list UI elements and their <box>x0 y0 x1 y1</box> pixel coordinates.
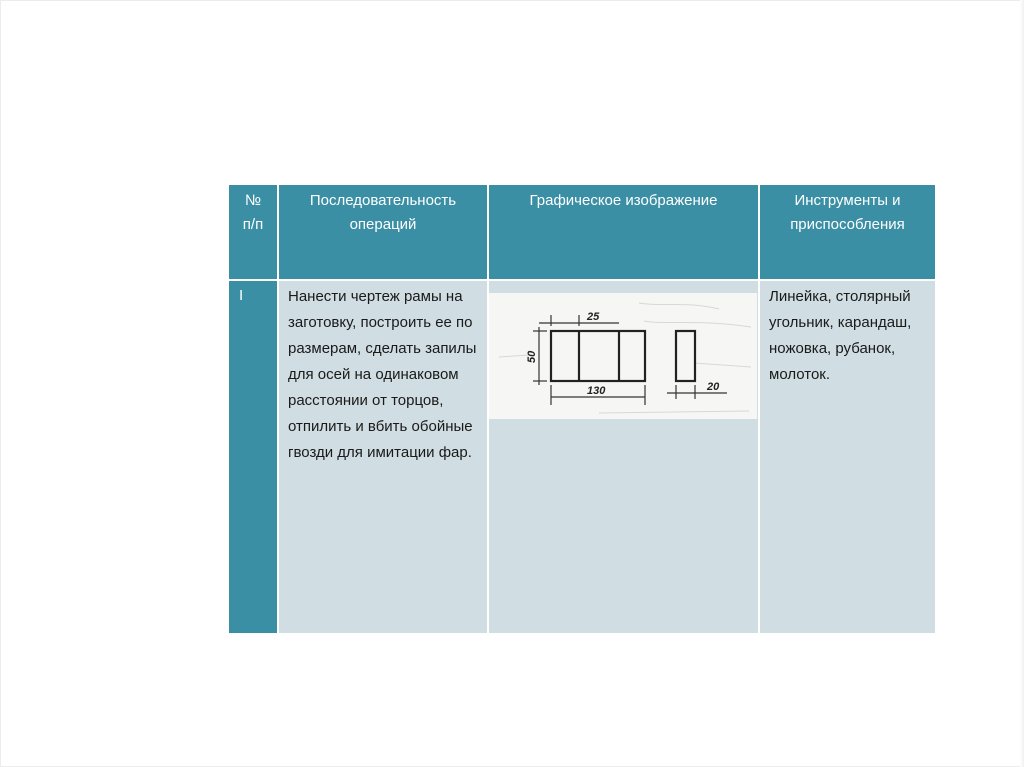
table-header-row <box>228 184 936 280</box>
header-sequence-line2: операций <box>349 216 417 233</box>
operations-table <box>227 183 937 635</box>
frame-rect <box>551 331 645 381</box>
header-number <box>228 184 278 280</box>
header-sequence <box>278 184 488 280</box>
row-image-cell <box>488 280 759 634</box>
dim-right-label: 20 <box>707 381 720 393</box>
row-number: I <box>228 280 278 634</box>
slide-edge <box>1020 0 1024 767</box>
table-row <box>228 280 936 634</box>
header-image-label: Графическое изображение <box>529 192 718 209</box>
header-image <box>488 184 759 280</box>
header-tools-line2: приспособления <box>790 216 905 233</box>
side-rect <box>676 331 695 381</box>
row-tools-text: Линейка, столярный угольник, карандаш, ножовка, рубанок, молоток. <box>759 280 936 634</box>
dim-left-label: 50 <box>526 350 538 363</box>
row-sequence-text: Нанести чертеж рамы на заготовку, построить ее по размерам, сделать запилы для осей на одинаковом расстоянии от торцов, отпилить и вбить обойные гвозди для имитации фар. <box>278 280 488 634</box>
frame-drawing <box>489 293 757 419</box>
dim-top-label: 25 <box>587 311 600 323</box>
dim-bottom-label: 130 <box>587 385 606 397</box>
dimension-lines <box>533 315 727 405</box>
header-number-line1: № <box>244 192 262 209</box>
header-sequence-line1: Последовательность <box>309 192 457 209</box>
header-number-line2: п/п <box>242 216 264 233</box>
header-tools <box>759 184 936 280</box>
header-tools-line1: Инструменты и <box>794 192 901 209</box>
